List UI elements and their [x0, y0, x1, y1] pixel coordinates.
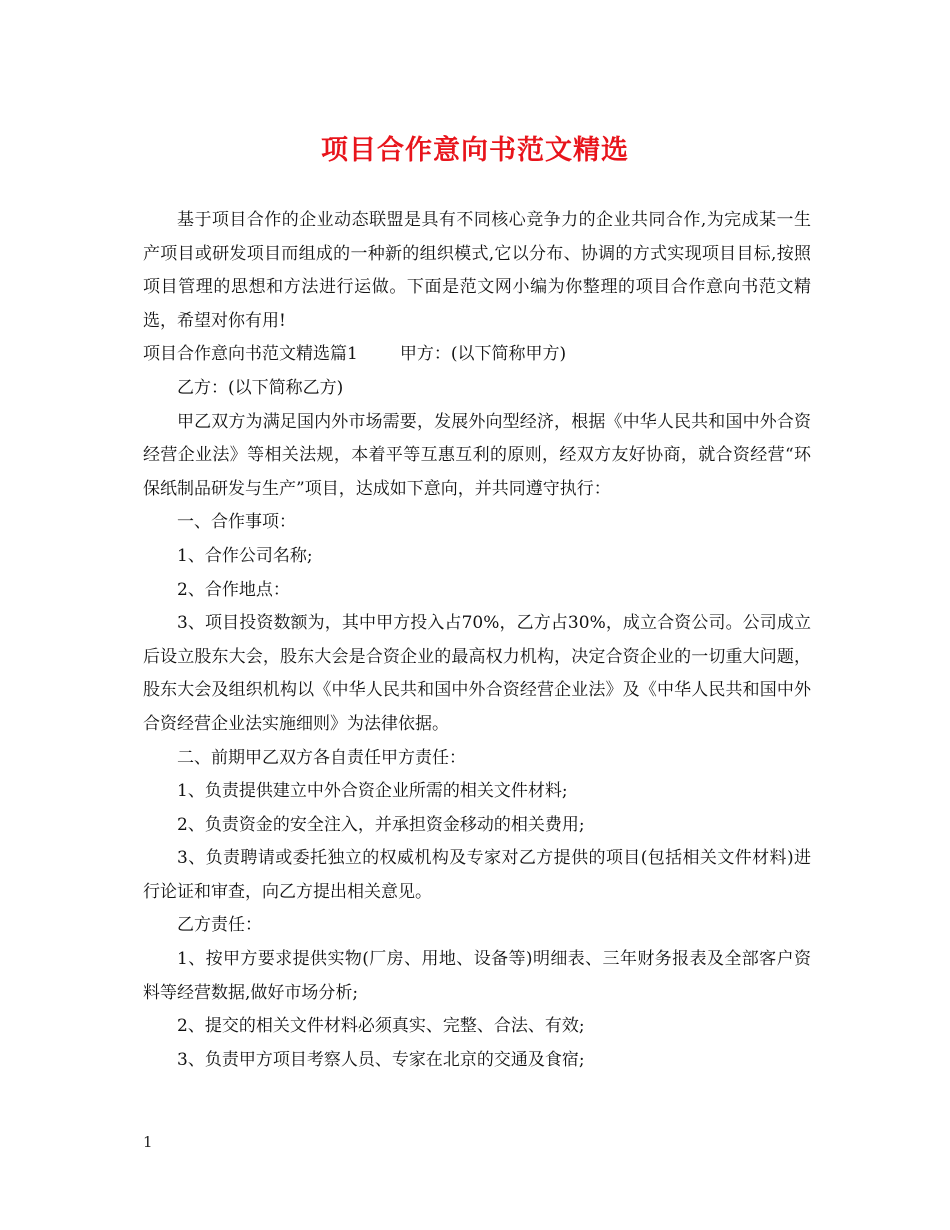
paragraph-item: 2、负责资金的安全注入，并承担资金移动的相关费用;: [177, 814, 585, 835]
preamble-paragraph: 甲乙双方为满足国内外市场需要，发展外向型经济，根据《中华人民共和国中外合资经营企业法》等相关法规，本着平等互惠互利的原则，经双方友好协商，就合资经营“环保纸制品研发与生产”项目，达成如下意向，并共同遵守执行：: [143, 411, 811, 499]
paragraph-item: 2、合作地点：: [177, 579, 290, 600]
paragraph-item: 一、合作事项：: [177, 512, 296, 533]
document-body: [143, 204, 811, 1077]
intro-paragraph: 基于项目合作的企业动态联盟是具有不同核心竞争力的企业共同合作,为完成某一生产项目或研发项目而组成的一种新的组织模式,它以分布、协调的方式实现项目目标,按照项目管理的思想和方法进行运做。下面是范文网小编为你整理的项目合作意向书范文精选，希望对你有用!: [143, 210, 811, 331]
paragraph-item: 2、提交的相关文件材料必须真实、完整、合法、有效;: [177, 1016, 585, 1037]
section-title: 项目合作意向书范文精选篇1: [143, 344, 358, 365]
document-title: 项目合作意向书范文精选: [321, 135, 629, 166]
paragraph-item: 3、负责甲方项目考察人员、专家在北京的交通及食宿;: [177, 1049, 585, 1070]
paragraph-item: 1、合作公司名称;: [177, 545, 313, 566]
section-heading-line: [143, 338, 811, 372]
spacer: [358, 338, 400, 372]
paragraph-item: 1、按甲方要求提供实物(厂房、用地、设备等)明细表、三年财务报表及全部客户资料等经营数据,做好市场分析;: [143, 949, 811, 1003]
paragraph-item: 3、负责聘请或委托独立的权威机构及专家对乙方提供的项目(包括相关文件材料)进行论证和审查，向乙方提出相关意见。: [143, 848, 811, 902]
party-b-line: 乙方：(以下简称乙方): [177, 377, 344, 398]
page-number: 1: [143, 1133, 153, 1151]
paragraph-item: 乙方责任：: [177, 915, 262, 936]
paragraph-item: 1、负责提供建立中外合资企业所需的相关文件材料;: [177, 781, 568, 802]
party-a-line: 甲方：(以下简称甲方): [399, 344, 567, 365]
paragraph-item: 二、前期甲乙双方各自责任甲方责任：: [177, 747, 466, 768]
paragraph-item: 3、项目投资数额为，其中甲方投入占70%，乙方占30%，成立合资公司。公司成立后设立股东大会，股东大会是合资企业的最高权力机构，决定合资企业的一切重大问题，股东大会及组织机构以《中华人民共和国中外合资经营企业法》及《中华人民共和国中外合资经营企业法实施细则》为法律依据。: [143, 613, 811, 734]
